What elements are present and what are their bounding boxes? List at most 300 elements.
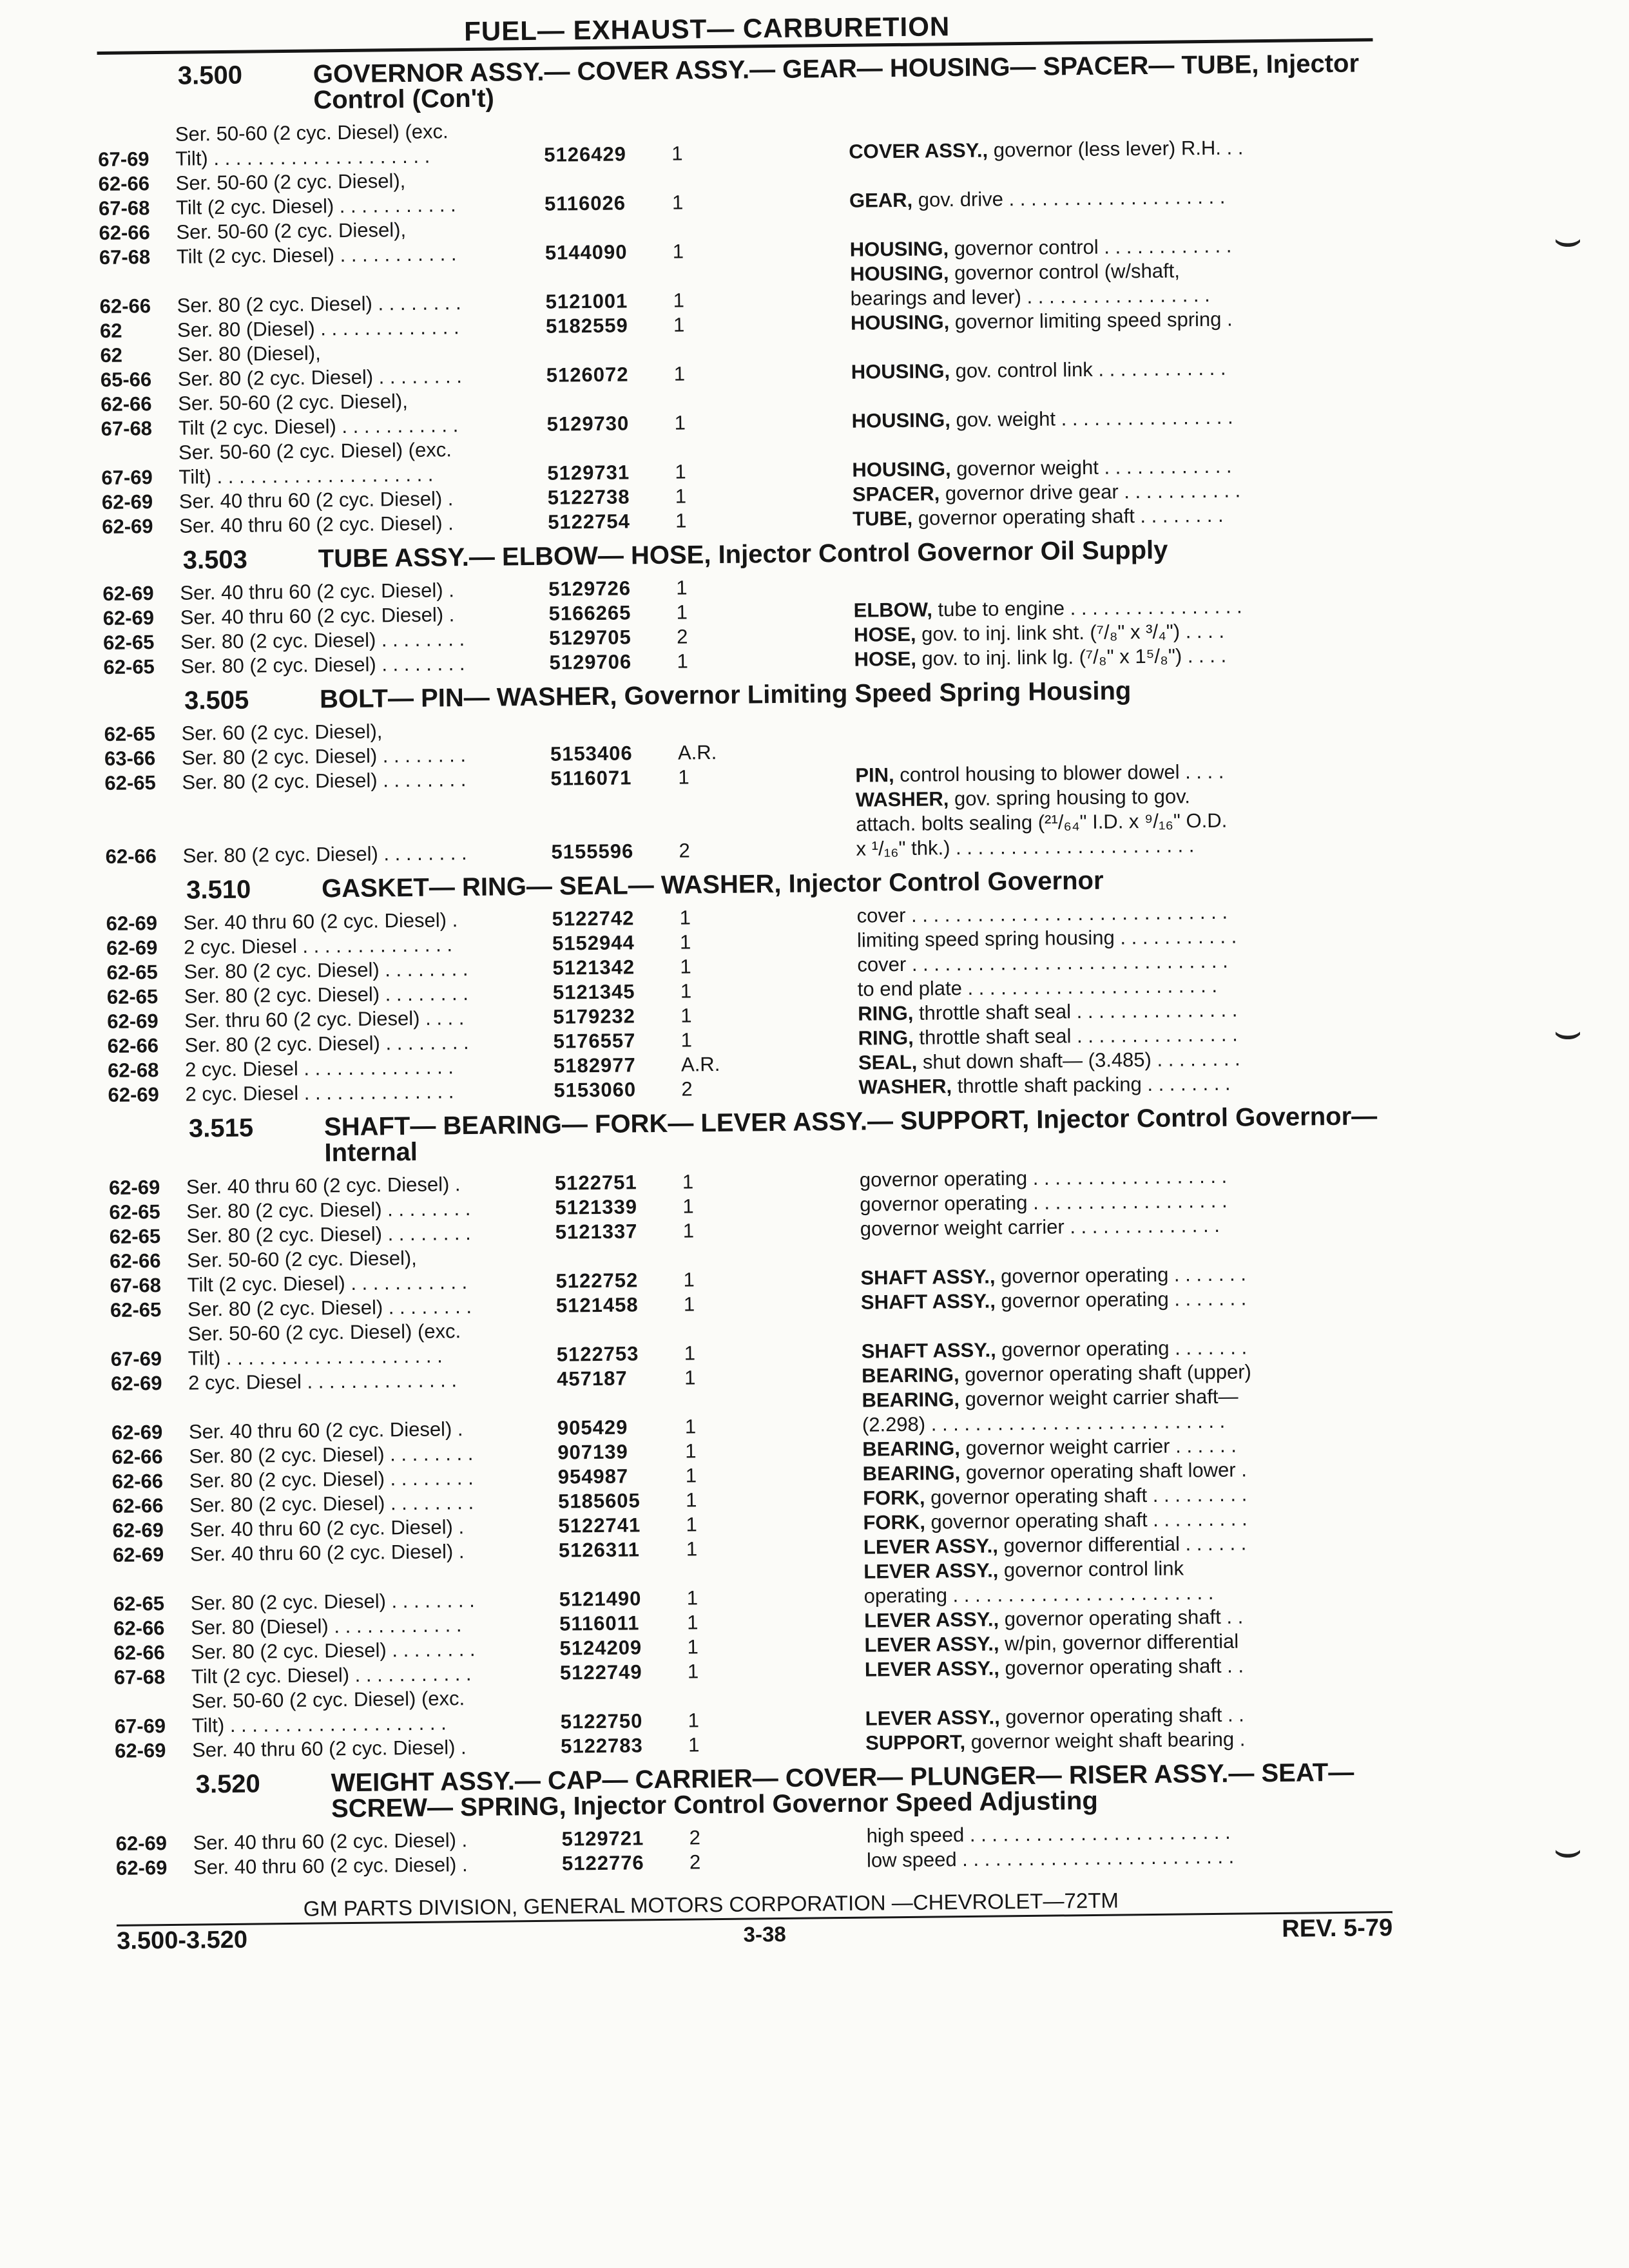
part-number: 5126072 — [546, 363, 629, 387]
series-application: Ser. 80 (Diesel), Ser. 80 (2 cyc. Diesel) . . . . . . . . — [177, 341, 463, 390]
part-number: 5122742 — [552, 907, 635, 930]
model-years: 62-66 67-68 — [110, 1249, 162, 1297]
part-detail: governor (less lever) R.H. . . — [987, 136, 1244, 162]
quantity: 2 — [681, 1077, 693, 1100]
part-number: 5116011 — [559, 1611, 640, 1635]
quantity: 1 — [680, 955, 691, 978]
section-title — [104, 675, 1380, 715]
part-number: 5121490 — [559, 1587, 642, 1611]
part-detail: cover . . . . . . . . . . . . . . . . . . . . . . . . . . . . . — [857, 949, 1228, 976]
part-name: SPACER, — [852, 482, 940, 506]
part-detail: governor weight carrier . . . . . . — [959, 1434, 1237, 1460]
model-years: 62-66 — [113, 1641, 166, 1664]
section-3-505 — [104, 675, 1382, 869]
section-3-520 — [115, 1759, 1392, 1881]
model-years: 62 65-66 — [100, 343, 152, 391]
quantity: 1 — [671, 142, 683, 165]
part-detail: throttle shaft packing . . . . . . . . — [951, 1072, 1231, 1098]
quantity: 1 — [678, 765, 689, 789]
quantity: 1 — [673, 313, 685, 336]
part-detail: governor operating shaft . . — [999, 1654, 1244, 1680]
section-heading: GOVERNOR ASSY.— COVER ASSY.— GEAR— HOUSING— SPACER— TUBE, Injector Control (Con't) — [313, 49, 1360, 115]
quantity: A.R. — [677, 740, 717, 764]
part-number: 5126429 — [544, 142, 627, 166]
quantity: 1 — [686, 1586, 699, 1610]
series-application: Ser. 40 thru 60 (2 cyc. Diesel) . — [178, 487, 454, 513]
series-application: Ser. 40 thru 60 (2 cyc. Diesel) . — [183, 908, 458, 934]
quantity: 1 — [677, 649, 688, 673]
section-heading: GASKET— RING— SEAL— WASHER, Injector Control Governor — [321, 866, 1104, 903]
part-detail: shut down shaft— (3.485) . . . . . . . . — [917, 1047, 1240, 1073]
model-years: 62-66 — [105, 845, 157, 868]
part-name: LEVER ASSY., — [863, 1559, 999, 1583]
series-application: Ser. 50-60 (2 cyc. Diesel), Tilt (2 cyc. Diesel) . . . . . . . . . . . — [176, 218, 457, 268]
series-application: Ser. 80 (2 cyc. Diesel) . . . . . . . . — [182, 768, 467, 794]
series-application: Ser. 50-60 (2 cyc. Diesel), Tilt (2 cyc. Diesel) . . . . . . . . . . . — [175, 169, 456, 219]
part-number: 5153060 — [554, 1078, 637, 1102]
section-title — [108, 1103, 1385, 1168]
quantity: 1 — [676, 576, 688, 599]
model-years: 62-65 — [109, 1200, 160, 1224]
part-detail: gov. to inj. link sht. (⁷/₈" x ³/₄") . . . . — [916, 619, 1225, 646]
series-application: Ser. 40 thru 60 (2 cyc. Diesel) . — [180, 579, 455, 604]
model-years: 62-65 63-66 — [104, 722, 156, 770]
part-detail: governor weight shaft bearing . — [965, 1727, 1246, 1754]
quantity: 1 — [673, 289, 685, 312]
series-application: Ser. 80 (2 cyc. Diesel) . . . . . . . . — [177, 291, 461, 317]
quantity: 1 — [682, 1219, 695, 1242]
part-number: 5122750 — [560, 1709, 643, 1733]
part-detail: governor operating shaft . . — [998, 1605, 1244, 1631]
series-application: Ser. 50-60 (2 cyc. Diesel) (exc. Tilt) . . . . . . . . . . . . . . . . . . . . — [175, 120, 448, 170]
model-years: 62-66 67-68 — [99, 221, 151, 269]
section-number: 3.500 — [177, 61, 243, 90]
part-name: SHAFT ASSY., — [860, 1289, 996, 1314]
model-years: 62-66 — [111, 1470, 164, 1493]
part-number: 5129731 — [547, 461, 630, 485]
quantity: 1 — [675, 509, 687, 532]
model-years: 67-69 — [114, 1715, 166, 1738]
model-years: 62-65 — [102, 631, 155, 654]
series-application: Ser. 40 thru 60 (2 cyc. Diesel) . — [191, 1736, 467, 1762]
part-number: 5152944 — [552, 931, 635, 955]
series-application: Ser. 60 (2 cyc. Diesel), Ser. 80 (2 cyc. Diesel) . . . . . . . . — [181, 720, 467, 769]
model-years: 62-65 — [106, 961, 158, 984]
part-number: 907139 — [557, 1440, 628, 1464]
part-name: ELBOW, — [853, 598, 933, 622]
part-detail: governor operating shaft (upper) — [959, 1360, 1252, 1387]
section-title — [115, 1759, 1391, 1824]
part-detail: governor operating . . . . . . . — [995, 1287, 1247, 1312]
quantity: 1 — [673, 362, 686, 385]
section-title — [97, 50, 1374, 115]
part-number: 5182977 — [553, 1053, 636, 1077]
quantity: 1 — [683, 1293, 695, 1316]
part-name: FORK, — [863, 1510, 926, 1534]
series-application: Ser. 80 (2 cyc. Diesel) . . . . . . . . — [189, 1442, 474, 1468]
quantity: 1 — [685, 1439, 697, 1463]
part-detail: gov. control link . . . . . . . . . . . . — [949, 356, 1226, 383]
part-detail: w/pin, governor differential — [999, 1629, 1239, 1655]
quantity: 1 — [676, 601, 688, 624]
margin-mark: ⌣ — [1553, 213, 1583, 264]
series-application: Ser. 40 thru 60 (2 cyc. Diesel) . — [193, 1829, 468, 1854]
model-years: 67-69 — [101, 466, 153, 489]
model-years: 67-68 — [113, 1666, 166, 1689]
part-detail: governor control . . . . . . . . . . . . — [948, 234, 1232, 260]
part-detail: throttle shaft seal . . . . . . . . . . . . . . . — [913, 1023, 1238, 1049]
quantity: 1 — [683, 1268, 695, 1291]
part-name: SUPPORT, — [865, 1731, 966, 1754]
quantity: 1 — [679, 906, 691, 929]
series-application: Ser. 80 (2 cyc. Diesel) . . . . . . . . — [184, 1031, 469, 1057]
series-application: 2 cyc. Diesel . . . . . . . . . . . . . . — [183, 933, 453, 959]
model-years: 62-69 — [115, 1856, 168, 1879]
part-number: 5121001 — [545, 289, 628, 313]
part-detail: tube to engine . . . . . . . . . . . . . . . . — [932, 595, 1242, 621]
quantity: 1 — [687, 1660, 699, 1683]
quantity: 1 — [688, 1733, 700, 1756]
part-detail: gov. spring housing to gov. attach. bolts sealing (²¹/₆₄" I.D. x ⁹/₁₆" O.D. x ¹/₁₆" thk.) . . . . . . . . . . . . . . . . . . . . . . — [855, 785, 1228, 860]
model-years: 62-69 — [102, 606, 155, 629]
part-description — [723, 1383, 1387, 1439]
model-years: 62-69 — [102, 515, 153, 538]
quantity: 1 — [679, 930, 691, 954]
part-detail: limiting speed spring housing . . . . . . . . . . . — [856, 925, 1237, 952]
footer-division: GM PARTS DIVISION, GENERAL MOTORS CORPORATION —CHEVROLET—72TM — [117, 1884, 1393, 1927]
part-number: 5126311 — [558, 1538, 641, 1562]
part-number: 5116026 — [544, 191, 626, 215]
part-detail: governor operating shaft . . . . . . . . . — [925, 1507, 1248, 1533]
part-name: HOUSING, — [851, 360, 950, 383]
model-years: 62-66 — [111, 1494, 164, 1517]
series-application: Ser. 80 (2 cyc. Diesel) . . . . . . . . — [180, 652, 465, 678]
part-row — [105, 782, 1382, 869]
part-name: LEVER ASSY., — [864, 1632, 999, 1657]
section-heading: SHAFT— BEARING— FORK— LEVER ASSY.— SUPPORT, Injector Control Governor— Internal — [323, 1102, 1378, 1168]
part-number: 5124209 — [559, 1636, 642, 1660]
part-detail: governor drive gear . . . . . . . . . . . — [940, 479, 1241, 505]
series-application: 2 cyc. Diesel . . . . . . . . . . . . . . — [184, 1055, 454, 1081]
part-number: 5129721 — [561, 1827, 644, 1850]
series-application: Ser. 40 thru 60 (2 cyc. Diesel) . — [186, 1173, 461, 1198]
quantity: 1 — [671, 191, 684, 214]
quantity: 1 — [686, 1611, 699, 1634]
series-application: Ser. thru 60 (2 cyc. Diesel) . . . . — [184, 1006, 465, 1032]
sections-container — [97, 50, 1392, 1881]
series-application: Ser. 80 (2 cyc. Diesel) . . . . . . . . — [189, 1466, 474, 1492]
part-name: LEVER ASSY., — [864, 1657, 1000, 1681]
part-detail: governor operating shaft lower . — [960, 1458, 1248, 1485]
series-application: Ser. 50-60 (2 cyc. Diesel) (exc. Tilt) . . . . . . . . . . . . . . . . . . . . — [188, 1320, 461, 1370]
part-number: 5176557 — [553, 1029, 636, 1053]
section-title — [102, 535, 1378, 574]
quantity: 1 — [684, 1415, 697, 1438]
series-application: Ser. 80 (2 cyc. Diesel) . . . . . . . . — [189, 1490, 474, 1517]
part-name: LEVER ASSY., — [865, 1706, 1000, 1730]
part-name: LEVER ASSY., — [863, 1608, 999, 1632]
part-name: HOUSING, — [852, 457, 951, 481]
model-years: 62-66 — [113, 1617, 165, 1640]
section-3-510 — [106, 865, 1384, 1108]
series-application: Ser. 40 thru 60 (2 cyc. Diesel) . — [179, 512, 454, 537]
quantity: 1 — [675, 460, 686, 483]
part-name: TUBE, — [852, 506, 913, 530]
model-years: 62-69 — [108, 1176, 160, 1199]
model-years: 62-66 — [99, 294, 151, 318]
series-application: Ser. 80 (2 cyc. Diesel) . . . . . . . . — [190, 1588, 475, 1615]
section-3-500 — [97, 50, 1378, 539]
margin-mark: ⌣ — [1553, 1824, 1583, 1874]
part-number: 5121345 — [552, 980, 635, 1004]
part-detail: governor limiting speed spring . — [949, 307, 1233, 334]
catalog-page — [97, 6, 1393, 1956]
part-detail: high speed . . . . . . . . . . . . . . . . . . . . . . . . — [866, 1820, 1231, 1847]
section-3-515 — [108, 1103, 1391, 1763]
part-number: 5129705 — [548, 626, 631, 649]
series-application: Ser. 80 (Diesel) . . . . . . . . . . . . . — [177, 316, 459, 341]
part-detail: cover . . . . . . . . . . . . . . . . . . . . . . . . . . . . . — [856, 900, 1228, 927]
part-number: 5122738 — [547, 485, 630, 509]
part-number: 5153406 — [550, 742, 633, 765]
part-number: 5144090 — [545, 240, 628, 264]
model-years: 62-65 — [106, 985, 159, 1008]
part-description — [717, 782, 1382, 863]
model-years: 62-69 — [107, 1010, 159, 1033]
part-number: 5121339 — [555, 1195, 638, 1219]
part-number: 5122753 — [556, 1342, 639, 1366]
part-detail: governor operating . . . . . . . — [996, 1336, 1248, 1361]
model-years: 62-69 — [102, 582, 154, 605]
model-years: 62-68 — [107, 1059, 159, 1082]
quantity: 1 — [685, 1488, 697, 1512]
part-detail: governor weight . . . . . . . . . . . . — [950, 454, 1232, 481]
part-name: LEVER ASSY., — [863, 1534, 999, 1559]
series-application: Ser. 40 thru 60 (2 cyc. Diesel) . — [180, 603, 455, 629]
quantity: 1 — [686, 1537, 698, 1561]
part-name: RING, — [858, 1026, 914, 1050]
part-name: BEARING, — [862, 1437, 961, 1461]
model-years: 62-65 — [104, 771, 156, 794]
series-application: 2 cyc. Diesel . . . . . . . . . . . . . . — [185, 1080, 454, 1106]
quantity: 1 — [675, 485, 687, 508]
quantity: 1 — [687, 1635, 699, 1658]
model-years: 62-65 — [113, 1592, 165, 1615]
part-number: 5121458 — [555, 1293, 639, 1317]
quantity: 1 — [682, 1170, 694, 1193]
quantity: A.R. — [680, 1052, 720, 1076]
part-detail: governor control link operating . . . . . . . . . . . . . . . . . . . . . . . . — [863, 1557, 1214, 1608]
model-years: 62-69 — [110, 1372, 162, 1395]
quantity: 1 — [688, 1709, 700, 1732]
model-years: 62-66 — [111, 1445, 163, 1468]
part-number: 457187 — [556, 1367, 628, 1390]
part-detail: throttle shaft seal . . . . . . . . . . . . . . . — [913, 998, 1238, 1024]
footer-range: 3.500-3.520 — [117, 1926, 248, 1955]
quantity: 2 — [676, 625, 688, 648]
quantity: 1 — [680, 979, 692, 1003]
part-name: BEARING, — [862, 1461, 961, 1485]
part-name: HOUSING, — [850, 262, 949, 285]
part-name: WASHER, — [855, 787, 949, 811]
part-detail: governor operating shaft . . . . . . . . — [912, 503, 1224, 530]
series-application: Ser. 50-60 (2 cyc. Diesel) (exc. Tilt) . . . . . . . . . . . . . . . . . . . . — [178, 438, 452, 488]
section-3-503 — [102, 535, 1380, 680]
part-number: 5122749 — [559, 1660, 642, 1684]
model-years: 62-69 — [106, 912, 158, 935]
part-number: 5121337 — [555, 1220, 638, 1244]
part-number: 5122776 — [561, 1851, 644, 1875]
quantity: 1 — [686, 1513, 697, 1536]
section-title — [106, 865, 1382, 904]
model-years: 62-66 — [107, 1034, 159, 1057]
series-application: 2 cyc. Diesel . . . . . . . . . . . . . . — [188, 1369, 458, 1394]
part-description — [711, 256, 1376, 312]
page-header: FUEL— EXHAUST— CARBURETION — [97, 6, 1373, 55]
series-application: Tilt (2 cyc. Diesel) . . . . . . . . . . . — [191, 1662, 472, 1688]
series-application: Ser. 80 (2 cyc. Diesel) . . . . . . . . — [180, 628, 465, 653]
quantity: 1 — [680, 1028, 693, 1052]
part-detail: control housing to blower dowel . . . . — [894, 760, 1224, 787]
model-years: 67-69 — [98, 148, 149, 171]
part-name: HOUSING, — [851, 408, 951, 432]
series-application: Ser. 80 (2 cyc. Diesel) . . . . . . . . — [186, 1197, 471, 1223]
part-number: 5179232 — [553, 1004, 636, 1028]
section-heading: BOLT— PIN— WASHER, Governor Limiting Speed Spring Housing — [319, 677, 1132, 714]
footer-page-number: 3-38 — [743, 1921, 786, 1946]
part-number: 5122783 — [560, 1734, 643, 1758]
series-application: Ser. 40 thru 60 (2 cyc. Diesel) . — [193, 1853, 468, 1879]
margin-mark: ⌣ — [1553, 1006, 1583, 1056]
series-application: Ser. 50-60 (2 cyc. Diesel), Tilt (2 cyc. Diesel) . . . . . . . . . . . — [178, 389, 459, 439]
part-detail: low speed . . . . . . . . . . . . . . . . . . . . . . . . . — [866, 1845, 1235, 1872]
part-number: 5129706 — [549, 650, 632, 674]
part-number: 5122751 — [554, 1171, 637, 1195]
part-detail: to end plate . . . . . . . . . . . . . . . . . . . . . . . — [857, 974, 1218, 1001]
part-number: 5166265 — [548, 601, 631, 625]
model-years: 62-69 — [112, 1519, 164, 1542]
model-years: 62-65 — [109, 1225, 161, 1248]
section-heading: WEIGHT ASSY.— CAP— CARRIER— COVER— PLUNGER— RISER ASSY.— SEAT— SCREW— SPRING, Injector Control Governor Speed Adjusting — [331, 1758, 1354, 1823]
part-detail: governor differential . . . . . . — [998, 1532, 1247, 1557]
part-detail: governor control (w/shaft, bearings and lever) . . . . . . . . . . . . . . . . . — [850, 259, 1210, 310]
part-number: 5122752 — [555, 1269, 639, 1293]
part-number: 5122754 — [548, 510, 631, 533]
quantity: 1 — [672, 240, 684, 263]
part-name: BEARING, — [862, 1388, 960, 1412]
section-number: 3.520 — [195, 1769, 261, 1799]
part-name: HOUSING, — [849, 237, 949, 261]
series-application: Ser. 80 (2 cyc. Diesel) . . . . . . . . — [184, 982, 469, 1008]
model-years: 62-66 67-68 — [101, 392, 153, 440]
series-application: Ser. 40 thru 60 (2 cyc. Diesel) . — [188, 1418, 463, 1443]
quantity: 1 — [682, 1195, 694, 1218]
part-name: HOSE, — [853, 622, 916, 646]
section-number: 3.510 — [186, 875, 251, 905]
section-number: 3.515 — [188, 1113, 254, 1143]
series-application: Ser. 40 thru 60 (2 cyc. Diesel) . — [189, 1540, 465, 1566]
part-number: 5129726 — [548, 577, 631, 601]
part-name: PIN, — [855, 764, 894, 787]
quantity: 2 — [689, 1826, 701, 1849]
quantity: 2 — [689, 1850, 701, 1874]
series-application: Ser. 50-60 (2 cyc. Diesel), Tilt (2 cyc. Diesel) . . . . . . . . . . . — [186, 1246, 468, 1296]
part-name: GEAR, — [849, 188, 913, 212]
quantity: 1 — [674, 411, 686, 434]
series-application: Ser. 80 (2 cyc. Diesel) . . . . . . . . — [191, 1637, 476, 1664]
part-name: SHAFT ASSY., — [861, 1338, 996, 1363]
series-application: Ser. 80 (2 cyc. Diesel) . . . . . . . . — [186, 1222, 471, 1247]
section-number: 3.503 — [182, 545, 248, 575]
model-years: 62-69 — [106, 936, 158, 959]
part-number: 905429 — [557, 1416, 628, 1439]
part-detail: governor operating shaft . . — [999, 1703, 1244, 1729]
quantity: 1 — [684, 1366, 696, 1389]
section-heading: TUBE ASSY.— ELBOW— HOSE, Injector Control Governor Oil Supply — [318, 535, 1168, 573]
part-number: 5129730 — [546, 412, 630, 436]
model-years: 62-66 67-68 — [98, 172, 150, 220]
part-number: 5182559 — [545, 314, 628, 338]
part-name: SEAL, — [858, 1050, 918, 1074]
quantity: 1 — [680, 1004, 692, 1027]
quantity: 1 — [685, 1464, 697, 1487]
part-detail: governor weight carrier shaft— (2.298) . . . . . . . . . . . . . . . . . . . . . . . . . . . — [862, 1385, 1239, 1436]
series-application: Ser. 80 (2 cyc. Diesel) . . . . . . . . — [184, 957, 468, 983]
model-years: 62-69 — [112, 1543, 164, 1566]
part-name: COVER ASSY., — [849, 139, 988, 163]
part-detail: governor operating . . . . . . . . . . . . . . . . . . — [859, 1164, 1228, 1191]
model-years: 62-65 — [103, 655, 155, 678]
part-name: FORK, — [862, 1486, 925, 1510]
part-name: RING, — [858, 1001, 914, 1025]
model-years: 62-69 — [108, 1083, 159, 1106]
part-name: HOUSING, — [850, 311, 950, 334]
part-description — [725, 1554, 1389, 1610]
part-number: 5121342 — [552, 956, 635, 979]
part-number: 5122741 — [558, 1514, 641, 1537]
series-application: Ser. 80 (2 cyc. Diesel) . . . . . . . . — [182, 841, 467, 867]
model-years: 62-69 — [115, 1832, 168, 1855]
part-number: 954987 — [557, 1465, 629, 1488]
quantity: 2 — [679, 839, 690, 862]
series-application: Ser. 40 thru 60 (2 cyc. Diesel) . — [189, 1515, 465, 1541]
part-detail: gov. weight . . . . . . . . . . . . . . . . — [950, 405, 1233, 432]
part-name: WASHER, — [858, 1075, 952, 1099]
part-detail: gov. drive . . . . . . . . . . . . . . . . . . . . — [912, 185, 1226, 211]
series-application: Ser. 80 (Diesel) . . . . . . . . . . . . — [190, 1613, 462, 1639]
quantity: 1 — [684, 1341, 696, 1365]
part-detail: governor operating . . . . . . . . . . . . . . . . . . — [860, 1189, 1228, 1216]
model-years: 62 — [99, 319, 122, 342]
section-number: 3.505 — [184, 686, 249, 715]
series-application: Ser. 50-60 (2 cyc. Diesel) (exc. Tilt) . . . . . . . . . . . . . . . . . . . . — [191, 1687, 465, 1737]
part-number: 5116071 — [550, 766, 632, 790]
series-application: Ser. 80 (2 cyc. Diesel) . . . . . . . . — [187, 1295, 472, 1321]
part-detail: governor operating shaft . . . . . . . . . — [925, 1483, 1248, 1509]
part-detail: governor operating . . . . . . . — [995, 1262, 1247, 1288]
model-years: 62-65 — [110, 1298, 162, 1321]
part-name: HOSE, — [854, 647, 917, 671]
part-number: 5155596 — [551, 840, 634, 863]
part-detail: gov. to inj. link lg. (⁷/₈" x 1⁵/₈") . . . . — [916, 644, 1227, 670]
footer-revision: REV. 5-79 — [1282, 1914, 1393, 1943]
part-name: SHAFT ASSY., — [860, 1265, 996, 1289]
model-years: 67-69 — [110, 1347, 162, 1370]
model-years: 62-69 — [111, 1421, 163, 1444]
part-detail: governor weight carrier . . . . . . . . . . . . . . — [860, 1213, 1220, 1240]
model-years: 62-69 — [114, 1739, 166, 1762]
part-name: BEARING, — [861, 1363, 959, 1387]
